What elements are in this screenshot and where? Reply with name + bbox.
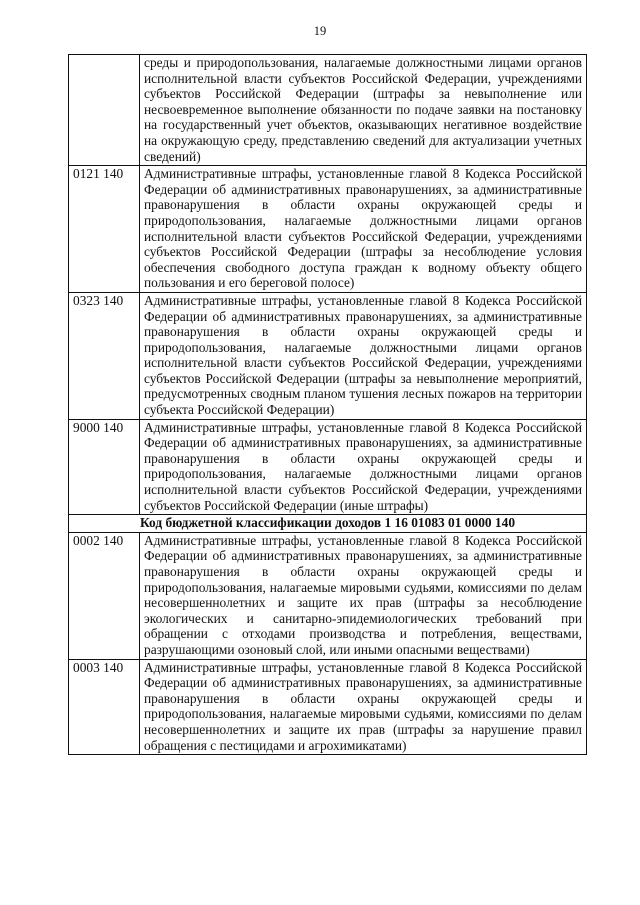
table-row	[69, 166, 587, 293]
section-heading-row	[69, 515, 587, 533]
table-row	[69, 419, 587, 515]
row-description: Административные штрафы, установленные главой 8 Кодекса Российской Федерации об административных правонарушениях, за административные правонарушения в области охраны окружающей среды и природопользования, налагаемые должностными лицами органов исполнительной власти субъектов Российской Федерации, учреждениями субъектов Российской Федерации (штрафы за несоблюдение условия обеспечения свободного доступа граждан к водному объекту общего пользования и его береговой полосе)	[140, 166, 587, 293]
row-code: 0002 140	[69, 532, 140, 659]
table-row	[69, 292, 587, 419]
row-description: Административные штрафы, установленные главой 8 Кодекса Российской Федерации об административных правонарушениях, за административные правонарушения в области охраны окружающей среды и природопользования, налагаемые должностными лицами органов исполнительной власти субъектов Российской Федерации, учреждениями субъектов Российской Федерации (штрафы за невыполнение мероприятий, предусмотренных сводным планом тушения лесных пожаров на территории субъекта Российской Федерации)	[140, 292, 587, 419]
row-code: 0121 140	[69, 166, 140, 293]
table-row	[69, 659, 587, 755]
table-row	[69, 55, 587, 166]
row-code: 0003 140	[69, 659, 140, 755]
page-number: 19	[313, 24, 327, 38]
row-code: 9000 140	[69, 419, 140, 515]
row-description: среды и природопользования, налагаемые должностными лицами органов исполнительной власти субъектов Российской Федерации, учреждениями субъектов Российской Федерации (штрафы за невыполнение или несвоевременное выполнение обязанности по подаче заявки на постановку на государственный учет объектов, оказывающих негативное воздействие на окружающую среду, представлению сведений для актуализации учетных сведений)	[140, 55, 587, 166]
row-code: 0323 140	[69, 292, 140, 419]
row-description: Административные штрафы, установленные главой 8 Кодекса Российской Федерации об административных правонарушениях, за административные правонарушения в области охраны окружающей среды и природопользования, налагаемые мировыми судьями, комиссиями по делам несовершеннолетних и защите их прав (штрафы за несоблюдение экологических и санитарно-эпидемиологических требований при обращении с отходами производства и потребления, веществами, разрушающими озоновый слой, или иными опасными веществами)	[140, 532, 587, 659]
budget-classification-table	[68, 54, 587, 755]
row-description: Административные штрафы, установленные главой 8 Кодекса Российской Федерации об административных правонарушениях, за административные правонарушения в области охраны окружающей среды и природопользования, налагаемые должностными лицами органов исполнительной власти субъектов Российской Федерации, учреждениями субъектов Российской Федерации (иные штрафы)	[140, 419, 587, 515]
table-row	[69, 532, 587, 659]
section-heading: Код бюджетной классификации доходов 1 16 01083 01 0000 140	[69, 515, 587, 533]
row-code	[69, 55, 140, 166]
row-description: Административные штрафы, установленные главой 8 Кодекса Российской Федерации об административных правонарушениях, за административные правонарушения в области охраны окружающей среды и природопользования, налагаемые мировыми судьями, комиссиями по делам несовершеннолетних и защите их прав (штрафы за нарушение правил обращения с пестицидами и агрохимикатами)	[140, 659, 587, 755]
